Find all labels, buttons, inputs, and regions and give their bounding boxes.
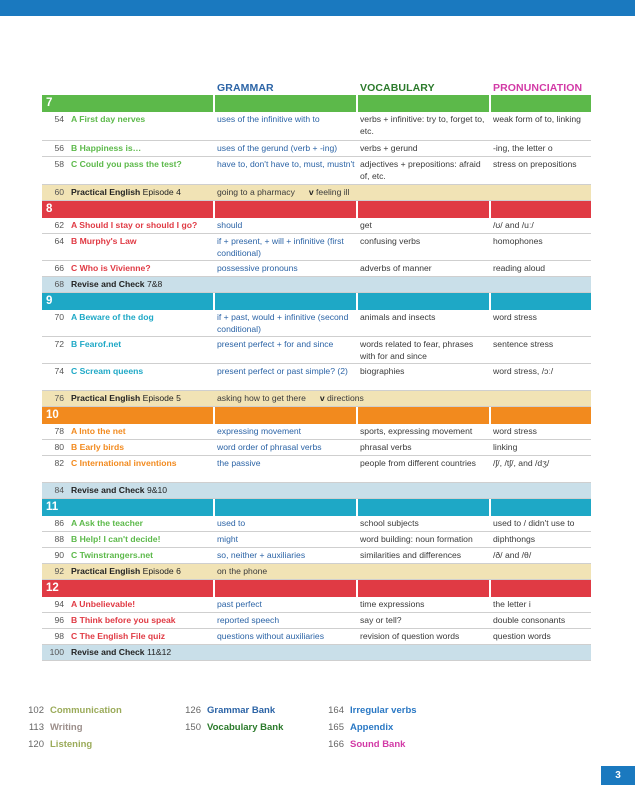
lesson-name: Unbelievable!: [79, 599, 136, 609]
unit-number: 8: [42, 201, 213, 218]
pronunciation-cell: /ð/ and /θ/: [493, 550, 532, 560]
vocabulary-cell: word building: noun formation: [360, 534, 473, 544]
lesson-name: Early birds: [79, 442, 125, 452]
unit-bar-segment: [215, 293, 356, 310]
pe-topic: [217, 393, 467, 405]
unit-bar-segment: [358, 407, 489, 424]
lesson-row[interactable]: [42, 424, 591, 440]
lesson-name: International inventions: [79, 458, 177, 468]
section-label-rest: Episode 6: [140, 566, 181, 576]
reference-item[interactable]: [18, 704, 122, 718]
reference-page: 102: [28, 705, 44, 716]
grammar-cell: uses of the gerund (verb + -ing): [217, 143, 338, 153]
unit-bar-segment: [491, 201, 591, 218]
unit-bar-segment: [491, 293, 591, 310]
pronunciation-cell: reading aloud: [493, 263, 546, 273]
vocabulary-header: VOCABULARY: [360, 82, 435, 94]
pe-vocabulary-text: feeling ill: [316, 187, 350, 197]
vocabulary-cell: animals and insects: [360, 312, 436, 322]
page-ref: 96: [54, 615, 64, 625]
lesson-letter: A: [71, 312, 80, 322]
page-ref: 88: [54, 534, 64, 544]
lesson-letter: A: [71, 220, 80, 230]
lesson-row[interactable]: [42, 157, 591, 185]
page-ref: 90: [54, 550, 64, 560]
pe-topic-a: asking how to get there: [217, 393, 306, 403]
pronunciation-cell: sentence stress: [493, 339, 554, 349]
unit-bar-segment: [358, 95, 489, 112]
vocabulary-cell: revision of question words: [360, 631, 460, 641]
page-ref: 82: [54, 458, 64, 468]
reference-page: 165: [328, 722, 344, 733]
page-ref: 68: [54, 279, 64, 289]
grammar-cell: so, neither + auxiliaries: [217, 550, 306, 560]
lesson-name: The English File quiz: [79, 631, 166, 641]
lesson-row[interactable]: [42, 456, 591, 483]
pronunciation-header: PRONUNCIATION: [493, 82, 583, 94]
lesson-row[interactable]: [42, 112, 591, 141]
section-label: [71, 279, 162, 291]
section-label-bold: Practical English: [71, 566, 141, 576]
lesson-letter: A: [71, 114, 80, 124]
reference-title: Appendix: [350, 722, 394, 733]
grammar-cell: should: [217, 220, 243, 230]
reference-item[interactable]: [318, 721, 393, 735]
pe-vocabulary: [309, 187, 350, 197]
reference-item[interactable]: [18, 738, 92, 752]
page-ref: 56: [54, 143, 64, 153]
unit-header: [42, 95, 591, 112]
lesson-row[interactable]: [42, 234, 591, 261]
practical-english-row[interactable]: [42, 185, 591, 201]
section-label-rest: 7&8: [144, 279, 163, 289]
section-label-rest: 9&10: [144, 485, 168, 495]
reference-title: Grammar Bank: [207, 705, 276, 716]
lesson-letter: B: [71, 534, 80, 544]
section-label-bold: Revise and Check: [71, 279, 145, 289]
reference-page: 126: [185, 705, 201, 716]
pe-topic: [217, 187, 467, 199]
revise-check-row[interactable]: [42, 277, 591, 293]
contents-table: [42, 95, 591, 661]
unit-header: [42, 407, 591, 424]
lesson-title: [71, 312, 154, 324]
lesson-title: [71, 426, 126, 438]
lesson-name: Help! I can't decide!: [79, 534, 161, 544]
unit-number: 12: [42, 580, 213, 597]
unit-number: 10: [42, 407, 213, 424]
unit-number: 7: [42, 95, 213, 112]
pe-topic: [217, 566, 467, 578]
reference-title: Writing: [50, 722, 83, 733]
page-ref: 58: [54, 159, 64, 169]
reference-title: Communication: [50, 705, 122, 716]
lesson-row[interactable]: [42, 516, 591, 532]
grammar-cell: uses of the infinitive with to: [217, 114, 320, 124]
section-label-rest: Episode 4: [140, 187, 181, 197]
unit-header: [42, 580, 591, 597]
lesson-name: Could you pass the test?: [79, 159, 182, 169]
pronunciation-cell: diphthongs: [493, 534, 536, 544]
reference-title: Vocabulary Bank: [207, 722, 284, 733]
page-ref: 70: [54, 312, 64, 322]
reference-page: 120: [28, 739, 44, 750]
section-label: [71, 485, 167, 497]
lesson-name: Who is Vivienne?: [79, 263, 151, 273]
section-label-bold: Practical English: [71, 187, 141, 197]
pronunciation-cell: word stress: [493, 426, 537, 436]
reference-page: 164: [328, 705, 344, 716]
lesson-title: [71, 236, 137, 248]
grammar-cell: past perfect: [217, 599, 262, 609]
reference-item[interactable]: [175, 704, 275, 718]
vocabulary-cell: time expressions: [360, 599, 425, 609]
lesson-letter: C: [71, 550, 80, 560]
pronunciation-cell: double consonants: [493, 615, 566, 625]
lesson-title: [71, 143, 141, 155]
lesson-row[interactable]: [42, 261, 591, 277]
lesson-name: Beware of the dog: [79, 312, 154, 322]
grammar-cell: possessive pronouns: [217, 263, 298, 273]
page-ref: 78: [54, 426, 64, 436]
lesson-name: Twinstrangers.net: [79, 550, 153, 560]
reference-item[interactable]: [175, 721, 283, 735]
unit-bar-segment: [358, 201, 489, 218]
reference-title: Sound Bank: [350, 739, 406, 750]
page-ref: 94: [54, 599, 64, 609]
reference-page: 113: [28, 722, 44, 733]
unit-bar-segment: [215, 95, 356, 112]
lesson-name: Happiness is…: [79, 143, 142, 153]
lesson-row[interactable]: [42, 310, 591, 337]
page-ref: 72: [54, 339, 64, 349]
page-ref: 76: [54, 393, 64, 403]
page-number: 3: [601, 766, 635, 785]
lesson-letter: C: [71, 159, 80, 169]
lesson-letter: C: [71, 263, 80, 273]
unit-number: 9: [42, 293, 213, 310]
lesson-name: Should I stay or should I go?: [79, 220, 198, 230]
pronunciation-cell: linking: [493, 442, 518, 452]
vocabulary-cell: school subjects: [360, 518, 419, 528]
grammar-header: GRAMMAR: [217, 82, 274, 94]
lesson-letter: A: [71, 426, 80, 436]
reference-item[interactable]: [318, 704, 417, 718]
grammar-cell: might: [217, 534, 239, 544]
reference-item[interactable]: [18, 721, 83, 735]
lesson-name: Fearof.net: [79, 339, 122, 349]
unit-bar-segment: [215, 201, 356, 218]
grammar-cell: have to, don't have to, must, mustn't: [217, 159, 355, 169]
grammar-cell: expressing movement: [217, 426, 302, 436]
reference-title: Listening: [50, 739, 93, 750]
lesson-row[interactable]: [42, 337, 591, 364]
lesson-title: [71, 518, 143, 530]
lesson-title: [71, 220, 197, 232]
grammar-cell: used to: [217, 518, 246, 528]
grammar-cell: the passive: [217, 458, 261, 468]
lesson-title: [71, 534, 160, 546]
pronunciation-cell: the letter i: [493, 599, 531, 609]
pe-vocabulary: [320, 393, 364, 403]
vocabulary-cell: get: [360, 220, 372, 230]
pronunciation-cell: weak form of to, linking: [493, 114, 581, 124]
lesson-row[interactable]: [42, 440, 591, 456]
vocabulary-cell: adverbs of manner: [360, 263, 432, 273]
grammar-cell: if + past, would + infinitive (second conditional): [217, 312, 349, 334]
grammar-cell: present perfect + for and since: [217, 339, 334, 349]
page-ref: 86: [54, 518, 64, 528]
unit-number: 11: [42, 499, 213, 516]
unit-header: [42, 201, 591, 218]
unit-bar-segment: [358, 580, 489, 597]
lesson-row[interactable]: [42, 141, 591, 157]
unit-header: [42, 293, 591, 310]
pronunciation-cell: word stress, /ɔː/: [493, 366, 554, 376]
lesson-title: [71, 263, 151, 275]
unit-bar-segment: [215, 407, 356, 424]
page-ref: 100: [49, 647, 64, 657]
lesson-title: [71, 599, 135, 611]
pronunciation-cell: -ing, the letter o: [493, 143, 553, 153]
section-label: [71, 187, 181, 199]
section-label: [71, 566, 181, 578]
lesson-letter: B: [71, 236, 80, 246]
pe-topic-a: going to a pharmacy: [217, 187, 295, 197]
lesson-row[interactable]: [42, 629, 591, 645]
page-ref: 80: [54, 442, 64, 452]
page-ref: 74: [54, 366, 64, 376]
reference-title: Irregular verbs: [350, 705, 417, 716]
lesson-title: [71, 631, 165, 643]
section-label-bold: Practical English: [71, 393, 141, 403]
unit-bar-segment: [491, 580, 591, 597]
lesson-name: Think before you speak: [79, 615, 176, 625]
lesson-letter: A: [71, 599, 80, 609]
pronunciation-cell: homophones: [493, 236, 543, 246]
page-ref: 62: [54, 220, 64, 230]
unit-bar-segment: [358, 499, 489, 516]
practical-english-row[interactable]: [42, 391, 591, 407]
vocabulary-cell: similarities and differences: [360, 550, 462, 560]
page-ref: 66: [54, 263, 64, 273]
grammar-cell: reported speech: [217, 615, 280, 625]
practical-english-row[interactable]: [42, 564, 591, 580]
column-headers: [0, 82, 635, 94]
vocabulary-cell: verbs + gerund: [360, 143, 418, 153]
lesson-row[interactable]: [42, 364, 591, 391]
lesson-title: [71, 442, 124, 454]
lesson-letter: C: [71, 631, 80, 641]
lesson-title: [71, 339, 121, 351]
page-ref: 60: [54, 187, 64, 197]
lesson-letter: B: [71, 339, 80, 349]
pe-separator: v: [319, 393, 328, 403]
top-color-bar: [0, 0, 635, 16]
pe-separator: v: [308, 187, 317, 197]
lesson-row[interactable]: [42, 218, 591, 234]
page-ref: 64: [54, 236, 64, 246]
section-label-bold: Revise and Check: [71, 647, 145, 657]
reference-page: 166: [328, 739, 344, 750]
lesson-name: Murphy's Law: [79, 236, 137, 246]
section-label-rest: 11&12: [144, 647, 172, 657]
page-ref: 98: [54, 631, 64, 641]
section-label-bold: Revise and Check: [71, 485, 145, 495]
lesson-title: [71, 366, 143, 378]
grammar-cell: word order of phrasal verbs: [217, 442, 322, 452]
unit-bar-segment: [491, 407, 591, 424]
vocabulary-cell: sports, expressing movement: [360, 426, 473, 436]
unit-bar-segment: [215, 499, 356, 516]
page-ref: 92: [54, 566, 64, 576]
lesson-title: [71, 159, 182, 171]
reference-item[interactable]: [318, 738, 405, 752]
lesson-title: [71, 615, 176, 627]
pronunciation-cell: used to / didn't use to: [493, 518, 575, 528]
grammar-cell: present perfect or past simple? (2): [217, 366, 348, 376]
unit-bar-segment: [491, 95, 591, 112]
lesson-title: [71, 458, 177, 470]
lesson-row[interactable]: [42, 613, 591, 629]
lesson-letter: C: [71, 366, 80, 376]
lesson-name: Scream queens: [79, 366, 144, 376]
vocabulary-cell: verbs + infinitive: try to, forget to, etc.: [360, 114, 485, 136]
vocabulary-cell: adjectives + prepositions: afraid of, etc.: [360, 159, 481, 181]
lesson-row[interactable]: [42, 548, 591, 564]
lesson-letter: B: [71, 442, 80, 452]
pe-vocabulary-text: directions: [327, 393, 364, 403]
lesson-row[interactable]: [42, 597, 591, 613]
lesson-letter: C: [71, 458, 80, 468]
lesson-name: First day nerves: [79, 114, 146, 124]
pe-topic-a: on the phone: [217, 566, 268, 576]
pronunciation-cell: /ʃ/, /tʃ/, and /dʒ/: [493, 458, 550, 468]
vocabulary-cell: biographies: [360, 366, 405, 376]
grammar-cell: if + present, + will + infinitive (first conditional): [217, 236, 344, 258]
lesson-letter: B: [71, 143, 80, 153]
lesson-title: [71, 114, 145, 126]
pronunciation-cell: stress on prepositions: [493, 159, 577, 169]
pronunciation-cell: question words: [493, 631, 551, 641]
vocabulary-cell: say or tell?: [360, 615, 402, 625]
revise-check-row[interactable]: [42, 483, 591, 499]
vocabulary-cell: people from different countries: [360, 458, 476, 468]
unit-bar-segment: [215, 580, 356, 597]
pronunciation-cell: /ʊ/ and /uː/: [493, 220, 534, 230]
unit-bar-segment: [358, 293, 489, 310]
pronunciation-cell: word stress: [493, 312, 537, 322]
reference-page: 150: [185, 722, 201, 733]
lesson-name: Ask the teacher: [78, 518, 143, 528]
grammar-cell: questions without auxiliaries: [217, 631, 325, 641]
page-ref: 54: [54, 114, 64, 124]
lesson-title: [71, 550, 153, 562]
vocabulary-cell: words related to fear, phrases with for and since: [360, 339, 474, 361]
unit-bar-segment: [491, 499, 591, 516]
lesson-letter: A: [71, 518, 79, 528]
lesson-letter: B: [71, 615, 80, 625]
vocabulary-cell: confusing verbs: [360, 236, 421, 246]
unit-header: [42, 499, 591, 516]
lesson-name: Into the net: [79, 426, 126, 436]
section-label: [71, 393, 181, 405]
revise-check-row[interactable]: [42, 645, 591, 661]
page-ref: 84: [54, 485, 64, 495]
vocabulary-cell: phrasal verbs: [360, 442, 412, 452]
section-label: [71, 647, 171, 659]
section-label-rest: Episode 5: [140, 393, 181, 403]
lesson-row[interactable]: [42, 532, 591, 548]
